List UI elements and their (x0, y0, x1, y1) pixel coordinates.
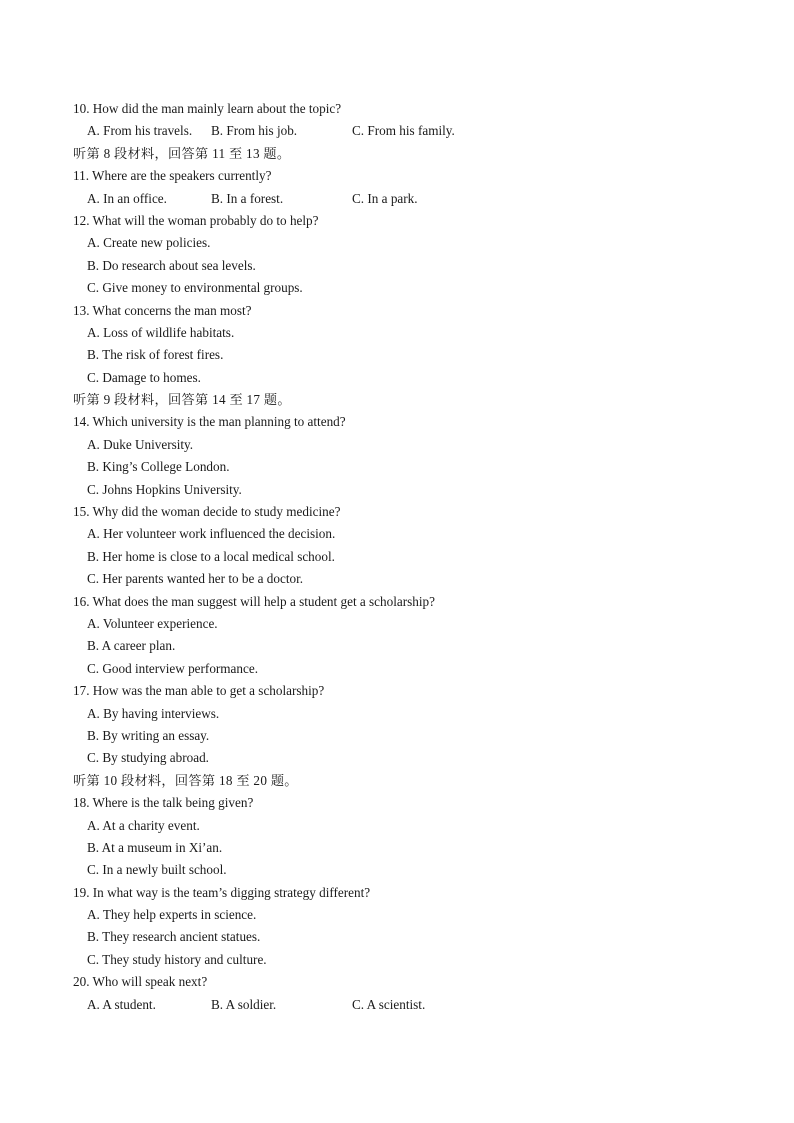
answer-options-row (73, 188, 733, 210)
answer-option: B. In a forest. (211, 190, 284, 206)
answer-options-row (73, 120, 733, 142)
answer-option: B. The risk of forest fires. (87, 347, 224, 363)
answer-option: C. Damage to homes. (87, 369, 201, 385)
question-stem: 18. Where is the talk being given? (73, 795, 254, 811)
answer-option: C. Give money to environmental groups. (87, 280, 303, 296)
answer-option: C. Johns Hopkins University. (87, 481, 242, 497)
answer-option: A. Loss of wildlife habitats. (87, 324, 235, 340)
answer-option: A. They help experts in science. (87, 907, 257, 923)
answer-option: C. From his family. (352, 123, 455, 139)
answer-option: A. From his travels. (87, 123, 193, 139)
answer-option: A. Duke University. (87, 436, 194, 452)
section-instruction: 听第 9 段材料，回答第 14 至 17 题。 (73, 392, 291, 408)
question-stem: 14. Which university is the man planning to attend? (73, 414, 346, 430)
answer-option: A. A student. (87, 996, 156, 1012)
section-instruction: 听第 8 段材料，回答第 11 至 13 题。 (73, 145, 291, 161)
question-stem: 12. What will the woman probably do to help? (73, 212, 319, 228)
answer-option: C. Her parents wanted her to be a doctor. (87, 571, 304, 587)
answer-option: B. King’s College London. (87, 459, 230, 475)
answer-option: A. Create new policies. (87, 235, 211, 251)
answer-option: B. Her home is close to a local medical school. (87, 548, 335, 564)
answer-option: A. At a charity event. (87, 817, 200, 833)
answer-option: C. A scientist. (352, 996, 426, 1012)
question-stem: 19. In what way is the team’s digging strategy different? (73, 884, 371, 900)
answer-option: A. Volunteer experience. (87, 615, 218, 631)
answer-option: C. In a newly built school. (87, 862, 227, 878)
question-stem: 17. How was the man able to get a scholarship? (73, 683, 325, 699)
question-stem: 13. What concerns the man most? (73, 302, 252, 318)
answer-option: C. Good interview performance. (87, 660, 259, 676)
answer-option: B. They research ancient statues. (87, 929, 261, 945)
question-stem: 10. How did the man mainly learn about the topic? (73, 101, 342, 116)
exam-page (73, 98, 733, 1016)
answer-option: A. By having interviews. (87, 705, 220, 721)
answer-options-row (73, 994, 733, 1016)
answer-option: A. Her volunteer work influenced the decision. (87, 526, 336, 542)
answer-option: B. By writing an essay. (87, 727, 210, 743)
question-stem: 15. Why did the woman decide to study medicine? (73, 504, 341, 520)
answer-option: C. In a park. (352, 190, 418, 206)
question-stem: 20. Who will speak next? (73, 974, 208, 990)
question-stem: 11. Where are the speakers currently? (73, 168, 272, 184)
answer-option: C. By studying abroad. (87, 750, 209, 766)
answer-option: B. A career plan. (87, 638, 176, 654)
answer-option: B. A soldier. (211, 996, 277, 1012)
answer-option: A. In an office. (87, 190, 167, 206)
answer-option: B. Do research about sea levels. (87, 257, 256, 273)
answer-option: C. They study history and culture. (87, 951, 267, 967)
answer-option: B. At a museum in Xi’an. (87, 839, 223, 855)
answer-option: B. From his job. (211, 123, 298, 139)
question-stem: 16. What does the man suggest will help a student get a scholarship? (73, 593, 435, 609)
section-instruction: 听第 10 段材料，回答第 18 至 20 题。 (73, 772, 298, 788)
